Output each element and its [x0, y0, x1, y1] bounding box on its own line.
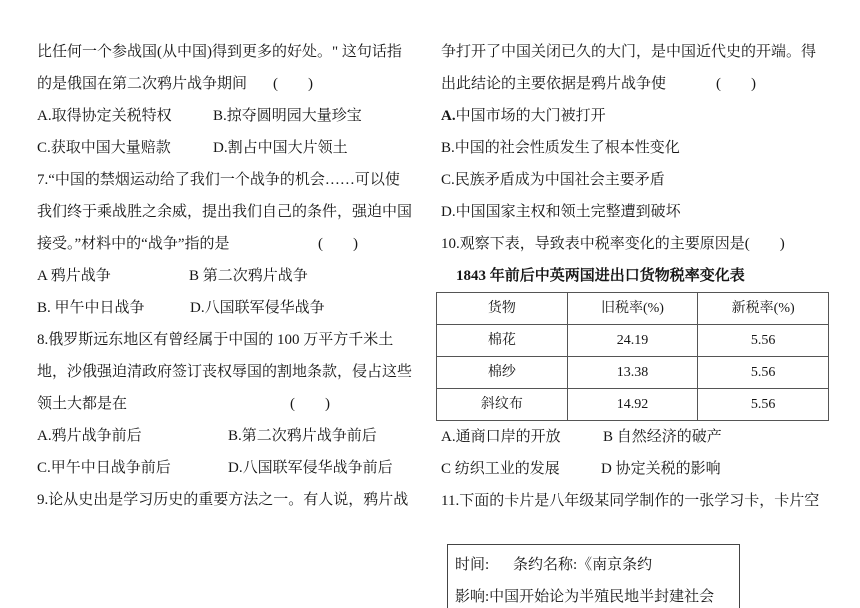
q6-option-b: B.掠夺圆明园大量珍宝	[213, 108, 362, 124]
q10-option-d: D 协定关税的影响	[601, 461, 721, 477]
q6-answer-bracket: ( )	[273, 76, 313, 92]
q7-stem-line-1: 7.“中国的禁烟运动给了我们一个战争的机会……可以使	[37, 172, 400, 188]
q8-answer-bracket: ( )	[290, 396, 330, 412]
table-header-row	[437, 293, 829, 325]
table-cell: 斜纹布	[437, 389, 568, 421]
table-cell: 13.38	[567, 357, 698, 389]
table-cell: 5.56	[698, 389, 829, 421]
table-cell: 14.92	[567, 389, 698, 421]
q9-option-a-text: 中国市场的大门被打开	[455, 108, 606, 124]
q9-option-d: D.中国国家主权和领土完整遭到破坏	[441, 204, 681, 220]
q9-option-b: B.中国的社会性质发生了根本性变化	[441, 140, 680, 156]
table-cell: 棉花	[437, 325, 568, 357]
card-time-label: 时间:	[455, 557, 490, 573]
q10-stem: 10.观察下表，导致表中税率变化的主要原因是( )	[441, 236, 785, 252]
q10-option-b: B 自然经济的破产	[603, 429, 722, 445]
table-cell: 5.56	[698, 325, 829, 357]
q9-option-a	[441, 106, 606, 126]
q8-option-d: D.八国联军侵华战争前后	[228, 460, 393, 476]
q6-option-a: A.取得协定关税特权	[37, 108, 172, 124]
q7-option-c: B. 甲午中日战争	[37, 300, 145, 316]
q7-answer-bracket: ( )	[318, 236, 358, 252]
q8-stem-line-1: 8.俄罗斯远东地区有曾经属于中国的 100 万平方千米土	[37, 332, 394, 348]
table-cell: 棉纱	[437, 357, 568, 389]
q6-option-d: D.割占中国大片领土	[213, 140, 348, 156]
q9-stem-line-2: 争打开了中国关闭已久的大门，是中国近代史的开端。得	[441, 44, 817, 60]
q6-stem-line-2: 的是俄国在第二次鸦片战争期间	[37, 76, 248, 92]
tax-rate-table	[436, 292, 829, 421]
q9-stem-line-1: 9.论从史出是学习历史的重要方法之一。有人说，鸦片战	[37, 492, 409, 508]
card-treaty-label: 条约名称:《南京条约	[513, 557, 653, 573]
q7-stem-line-2: 我们终于乘战胜之余威，提出我们自己的条件，强迫中国	[37, 204, 413, 220]
q7-option-b: B 第二次鸦片战争	[189, 268, 308, 284]
q6-option-c: C.获取中国大量赔款	[37, 140, 171, 156]
q8-stem-line-3: 领土大都是在	[37, 396, 128, 412]
q9-stem-line-3: 出此结论的主要依据是鸦片战争使	[441, 76, 667, 92]
q7-option-a: A 鸦片战争	[37, 268, 111, 284]
table-cell: 5.56	[698, 357, 829, 389]
card-impact: 影响:中国开始论为半殖民地半封建社会	[455, 589, 715, 605]
q9-option-a-label: A.	[441, 108, 456, 124]
q8-option-c: C.甲午中日战争前后	[37, 460, 171, 476]
q6-stem-line-1: 比任何一个参战国(从中国)得到更多的好处。" 这句话指	[37, 44, 402, 60]
q7-stem-line-3: 接受。”材料中的“战争”指的是	[37, 236, 230, 252]
table-header-cell: 货物	[437, 293, 568, 325]
q7-option-d: D.八国联军侵华战争	[190, 300, 325, 316]
table-header-cell: 新税率(%)	[698, 293, 829, 325]
q9-answer-bracket: ( )	[716, 76, 756, 92]
q8-stem-line-2: 地，沙俄强迫清政府签订丧权辱国的割地条款，侵占这些	[37, 364, 413, 380]
q9-option-c: C.民族矛盾成为中国社会主要矛盾	[441, 172, 665, 188]
table-row	[437, 357, 829, 389]
table-row	[437, 325, 829, 357]
q10-option-c: C 纺织工业的发展	[441, 461, 560, 477]
table-header-cell: 旧税率(%)	[567, 293, 698, 325]
q8-option-b: B.第二次鸦片战争前后	[228, 428, 377, 444]
table-row	[437, 389, 829, 421]
table-cell: 24.19	[567, 325, 698, 357]
q8-option-a: A.鸦片战争前后	[37, 428, 142, 444]
q10-option-a: A.通商口岸的开放	[441, 429, 561, 445]
q11-stem: 11.下面的卡片是八年级某同学制作的一张学习卡，卡片空	[441, 493, 820, 509]
q10-table-title: 1843 年前后中英两国进出口货物税率变化表	[456, 268, 745, 284]
